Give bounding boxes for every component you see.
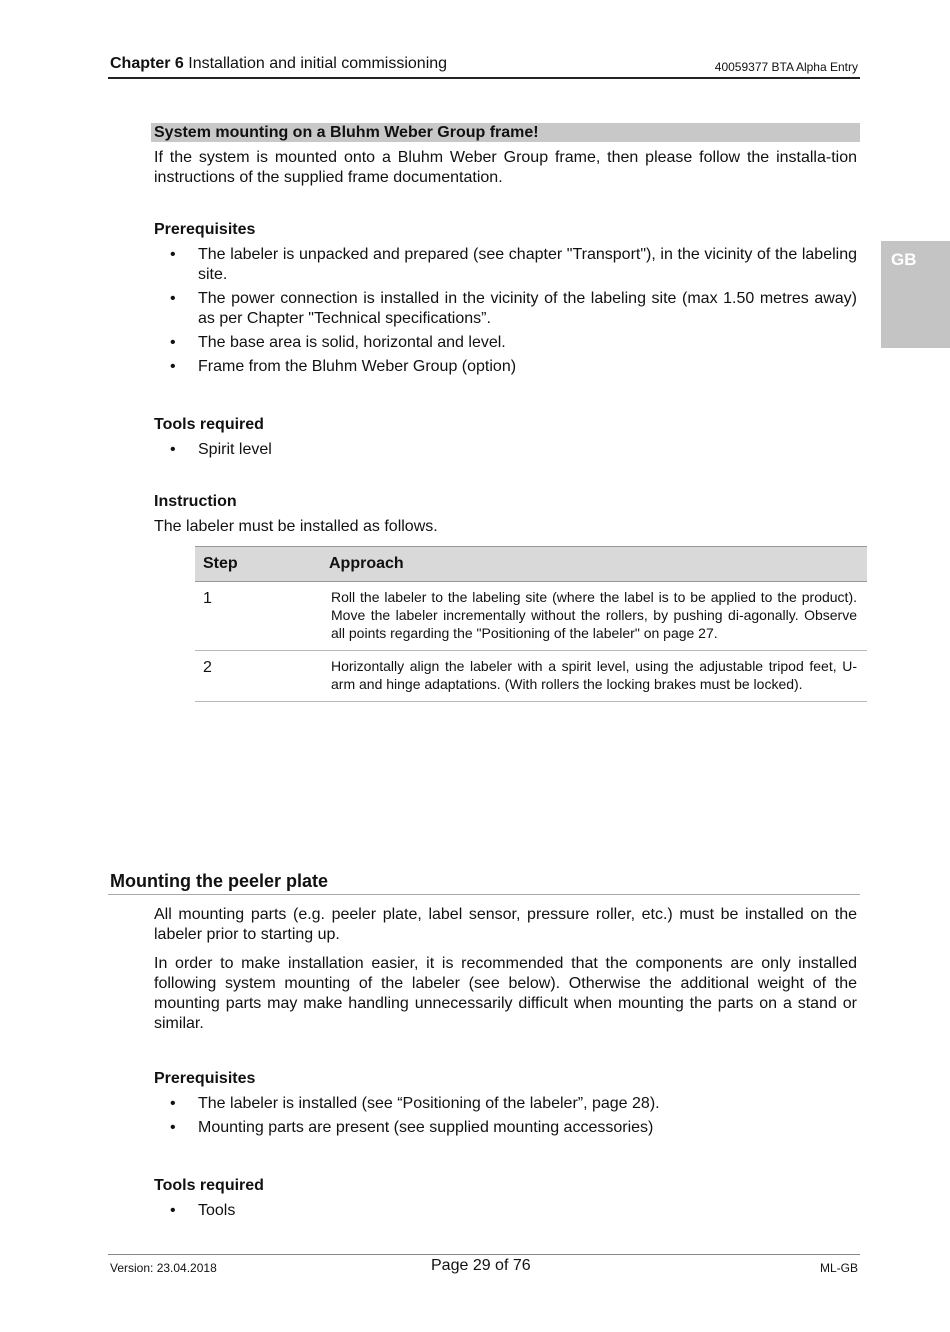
prerequisites-list xyxy=(154,1094,857,1138)
footer-divider xyxy=(108,1254,860,1255)
step-approach: Roll the labeler to the labeling site (where the label is to be applied to the product). Move the labeler incrementally without the rollers, by pushing di-agonally. Observe all points regarding the "Positioning of the labeler" on page 27. xyxy=(331,589,857,641)
list-item: • Frame from the Bluhm Weber Group (option) xyxy=(170,358,517,375)
header-divider xyxy=(108,77,860,79)
page-header-chapter xyxy=(110,55,447,73)
prerequisites-heading: Prerequisites xyxy=(154,221,256,238)
notice-text: If the system is mounted onto a Bluhm Weber Group frame, then please follow the installa-tion instructions of the supplied frame documentation. xyxy=(154,149,857,186)
document-code: ML-GB xyxy=(819,1261,858,1275)
notice-banner xyxy=(151,123,860,142)
notice-title: System mounting on a Bluhm Weber Group frame! xyxy=(154,124,539,141)
step-number: 1 xyxy=(203,590,212,607)
list-item: • The base area is solid, horizontal and level. xyxy=(170,334,506,351)
list-item: • The labeler is unpacked and prepared (see chapter "Transport"), in the vicinity of the labeling site. xyxy=(170,246,857,283)
step-approach: Horizontally align the labeler with a spirit level, using the adjustable tripod feet, U-arm and hinge adaptations. (With rollers the locking brakes must be locked). xyxy=(331,658,857,692)
tools-list xyxy=(154,440,857,460)
section-divider xyxy=(108,894,860,895)
tools-list xyxy=(154,1201,857,1221)
steps-table xyxy=(195,546,867,702)
column-header-step: Step xyxy=(203,555,238,572)
step-number: 2 xyxy=(203,659,212,676)
language-tab-label: GB xyxy=(891,250,917,269)
table-row xyxy=(195,651,867,702)
instruction-text: The labeler must be installed as follows. xyxy=(154,518,438,535)
version-label: Version: 23.04.2018 xyxy=(110,1261,217,1275)
body-paragraph: In order to make installation easier, it is recommended that the components are only installed following system mounting of the labeler (see below). Otherwise the additional weight of the mounting parts may make handling unnecessarily difficult when mounting the parts on a stand or similar. xyxy=(154,955,857,1032)
instruction-heading: Instruction xyxy=(154,493,237,510)
document-id: 40059377 BTA Alpha Entry xyxy=(714,60,858,74)
page-number: Page 29 of 76 xyxy=(431,1257,531,1274)
list-item: • The labeler is installed (see “Positioning of the labeler”, page 28). xyxy=(170,1095,660,1112)
tools-heading: Tools required xyxy=(154,1177,264,1194)
body-paragraph: All mounting parts (e.g. peeler plate, label sensor, pressure roller, etc.) must be installed on the labeler prior to starting up. xyxy=(154,906,857,943)
column-header-approach: Approach xyxy=(329,555,404,572)
list-item: • Mounting parts are present (see supplied mounting accessories) xyxy=(170,1119,654,1136)
list-item: • Spirit level xyxy=(170,441,272,458)
chapter-title: Installation and initial commissioning xyxy=(188,55,448,72)
language-tab xyxy=(881,241,950,348)
table-row xyxy=(195,582,867,651)
prerequisites-list xyxy=(154,245,857,377)
table-header xyxy=(195,546,867,582)
tools-heading: Tools required xyxy=(154,416,264,433)
section-title: Mounting the peeler plate xyxy=(110,871,329,891)
list-item: • Tools xyxy=(170,1202,236,1219)
list-item: • The power connection is installed in the vicinity of the labeling site (max 1.50 metres away) as per Chapter "Technical specifications”. xyxy=(170,290,857,327)
chapter-label: Chapter 6 xyxy=(110,55,184,72)
prerequisites-heading: Prerequisites xyxy=(154,1070,256,1087)
